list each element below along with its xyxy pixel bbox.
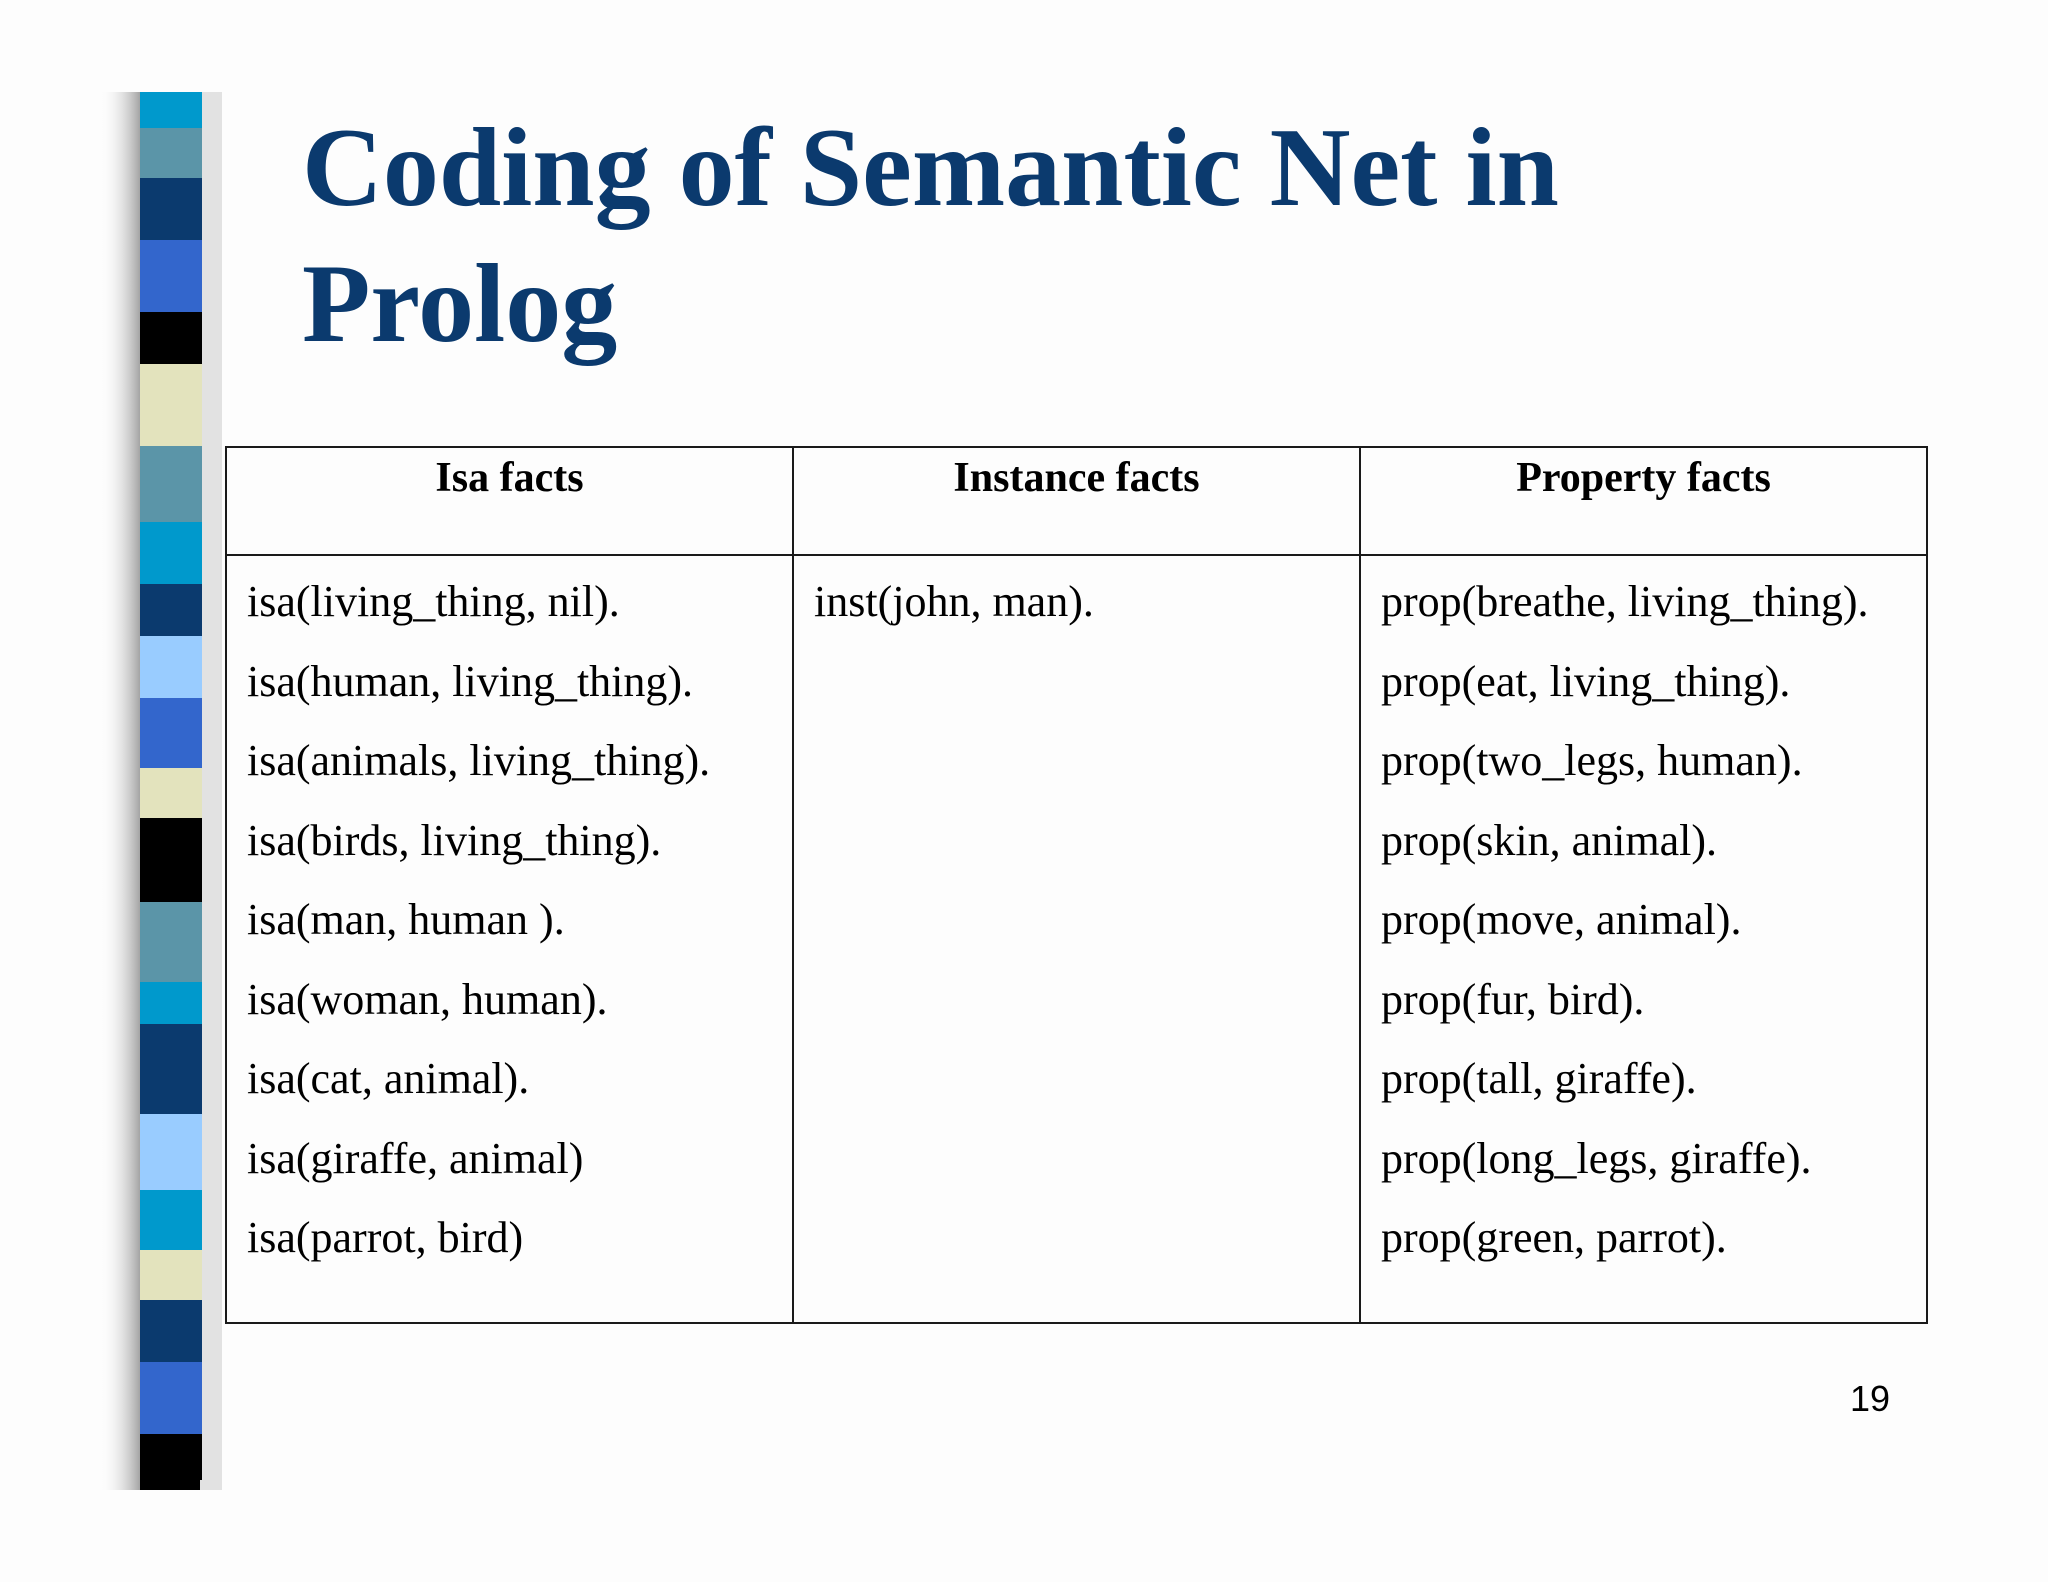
stripe-block bbox=[140, 312, 202, 364]
property-fact: prop(skin, animal). bbox=[1381, 815, 1718, 865]
property-fact: prop(two_legs, human). bbox=[1381, 736, 1803, 785]
property-fact: prop(eat, living_thing). bbox=[1381, 656, 1791, 706]
stripe-block bbox=[140, 768, 202, 818]
isa-fact: isa(human, living_thing). bbox=[247, 656, 694, 706]
stripe-block bbox=[140, 1250, 202, 1300]
stripe-block bbox=[140, 902, 202, 982]
stripe-block bbox=[140, 1024, 202, 1114]
isa-fact: isa(woman, human). bbox=[247, 974, 608, 1024]
instance-fact: inst(john, man). bbox=[814, 577, 1094, 626]
property-facts-cell bbox=[1360, 555, 1927, 1323]
isa-fact: isa(birds, living_thing). bbox=[247, 815, 662, 865]
property-fact: prop(long_legs, giraffe). bbox=[1381, 1133, 1812, 1183]
instance-facts-cell bbox=[793, 555, 1360, 1323]
property-fact: prop(tall, giraffe). bbox=[1381, 1054, 1697, 1103]
stripe-block bbox=[140, 178, 202, 240]
stripe-block bbox=[140, 522, 202, 584]
stripe-block bbox=[140, 1300, 202, 1362]
semantic-net-facts-table bbox=[225, 446, 1928, 1324]
isa-fact: isa(giraffe, animal) bbox=[247, 1133, 584, 1183]
stripe-block bbox=[140, 636, 202, 698]
property-fact: prop(fur, bird). bbox=[1381, 974, 1645, 1024]
property-fact: prop(green, parrot). bbox=[1381, 1213, 1727, 1262]
stripe-block bbox=[140, 698, 202, 768]
property-fact: prop(breathe, living_thing). bbox=[1381, 577, 1869, 626]
stripe-block bbox=[140, 982, 202, 1024]
header-instance-facts: Instance facts bbox=[793, 447, 1360, 555]
stripe-block bbox=[140, 1434, 202, 1480]
stripe-block bbox=[140, 1362, 202, 1434]
stripe-block bbox=[140, 818, 202, 902]
isa-facts-cell bbox=[226, 555, 793, 1323]
decorative-color-stripe bbox=[100, 92, 232, 1490]
stripe-block bbox=[140, 446, 202, 522]
isa-fact: isa(man, human ). bbox=[247, 895, 565, 944]
table-header-row bbox=[226, 447, 1927, 555]
page-number: 19 bbox=[1849, 1378, 1890, 1419]
stripe-block bbox=[140, 364, 202, 446]
stripe-block bbox=[140, 92, 202, 128]
stripe-block bbox=[140, 240, 202, 312]
table-body-row bbox=[226, 555, 1927, 1323]
isa-fact: isa(living_thing, nil). bbox=[247, 577, 620, 626]
stripe-block bbox=[140, 1114, 202, 1190]
stripe-block bbox=[140, 128, 202, 178]
isa-fact: isa(cat, animal). bbox=[247, 1054, 530, 1103]
header-isa-facts: Isa facts bbox=[226, 447, 793, 555]
stripe-block bbox=[140, 584, 202, 636]
header-property-facts: Property facts bbox=[1360, 447, 1927, 555]
property-fact: prop(move, animal). bbox=[1381, 895, 1742, 944]
slide-title: Coding of Semantic Net in Prolog bbox=[302, 106, 1559, 366]
isa-fact: isa(animals, living_thing). bbox=[247, 736, 711, 785]
stripe-block bbox=[140, 1190, 202, 1250]
isa-fact: isa(parrot, bird) bbox=[247, 1213, 524, 1262]
